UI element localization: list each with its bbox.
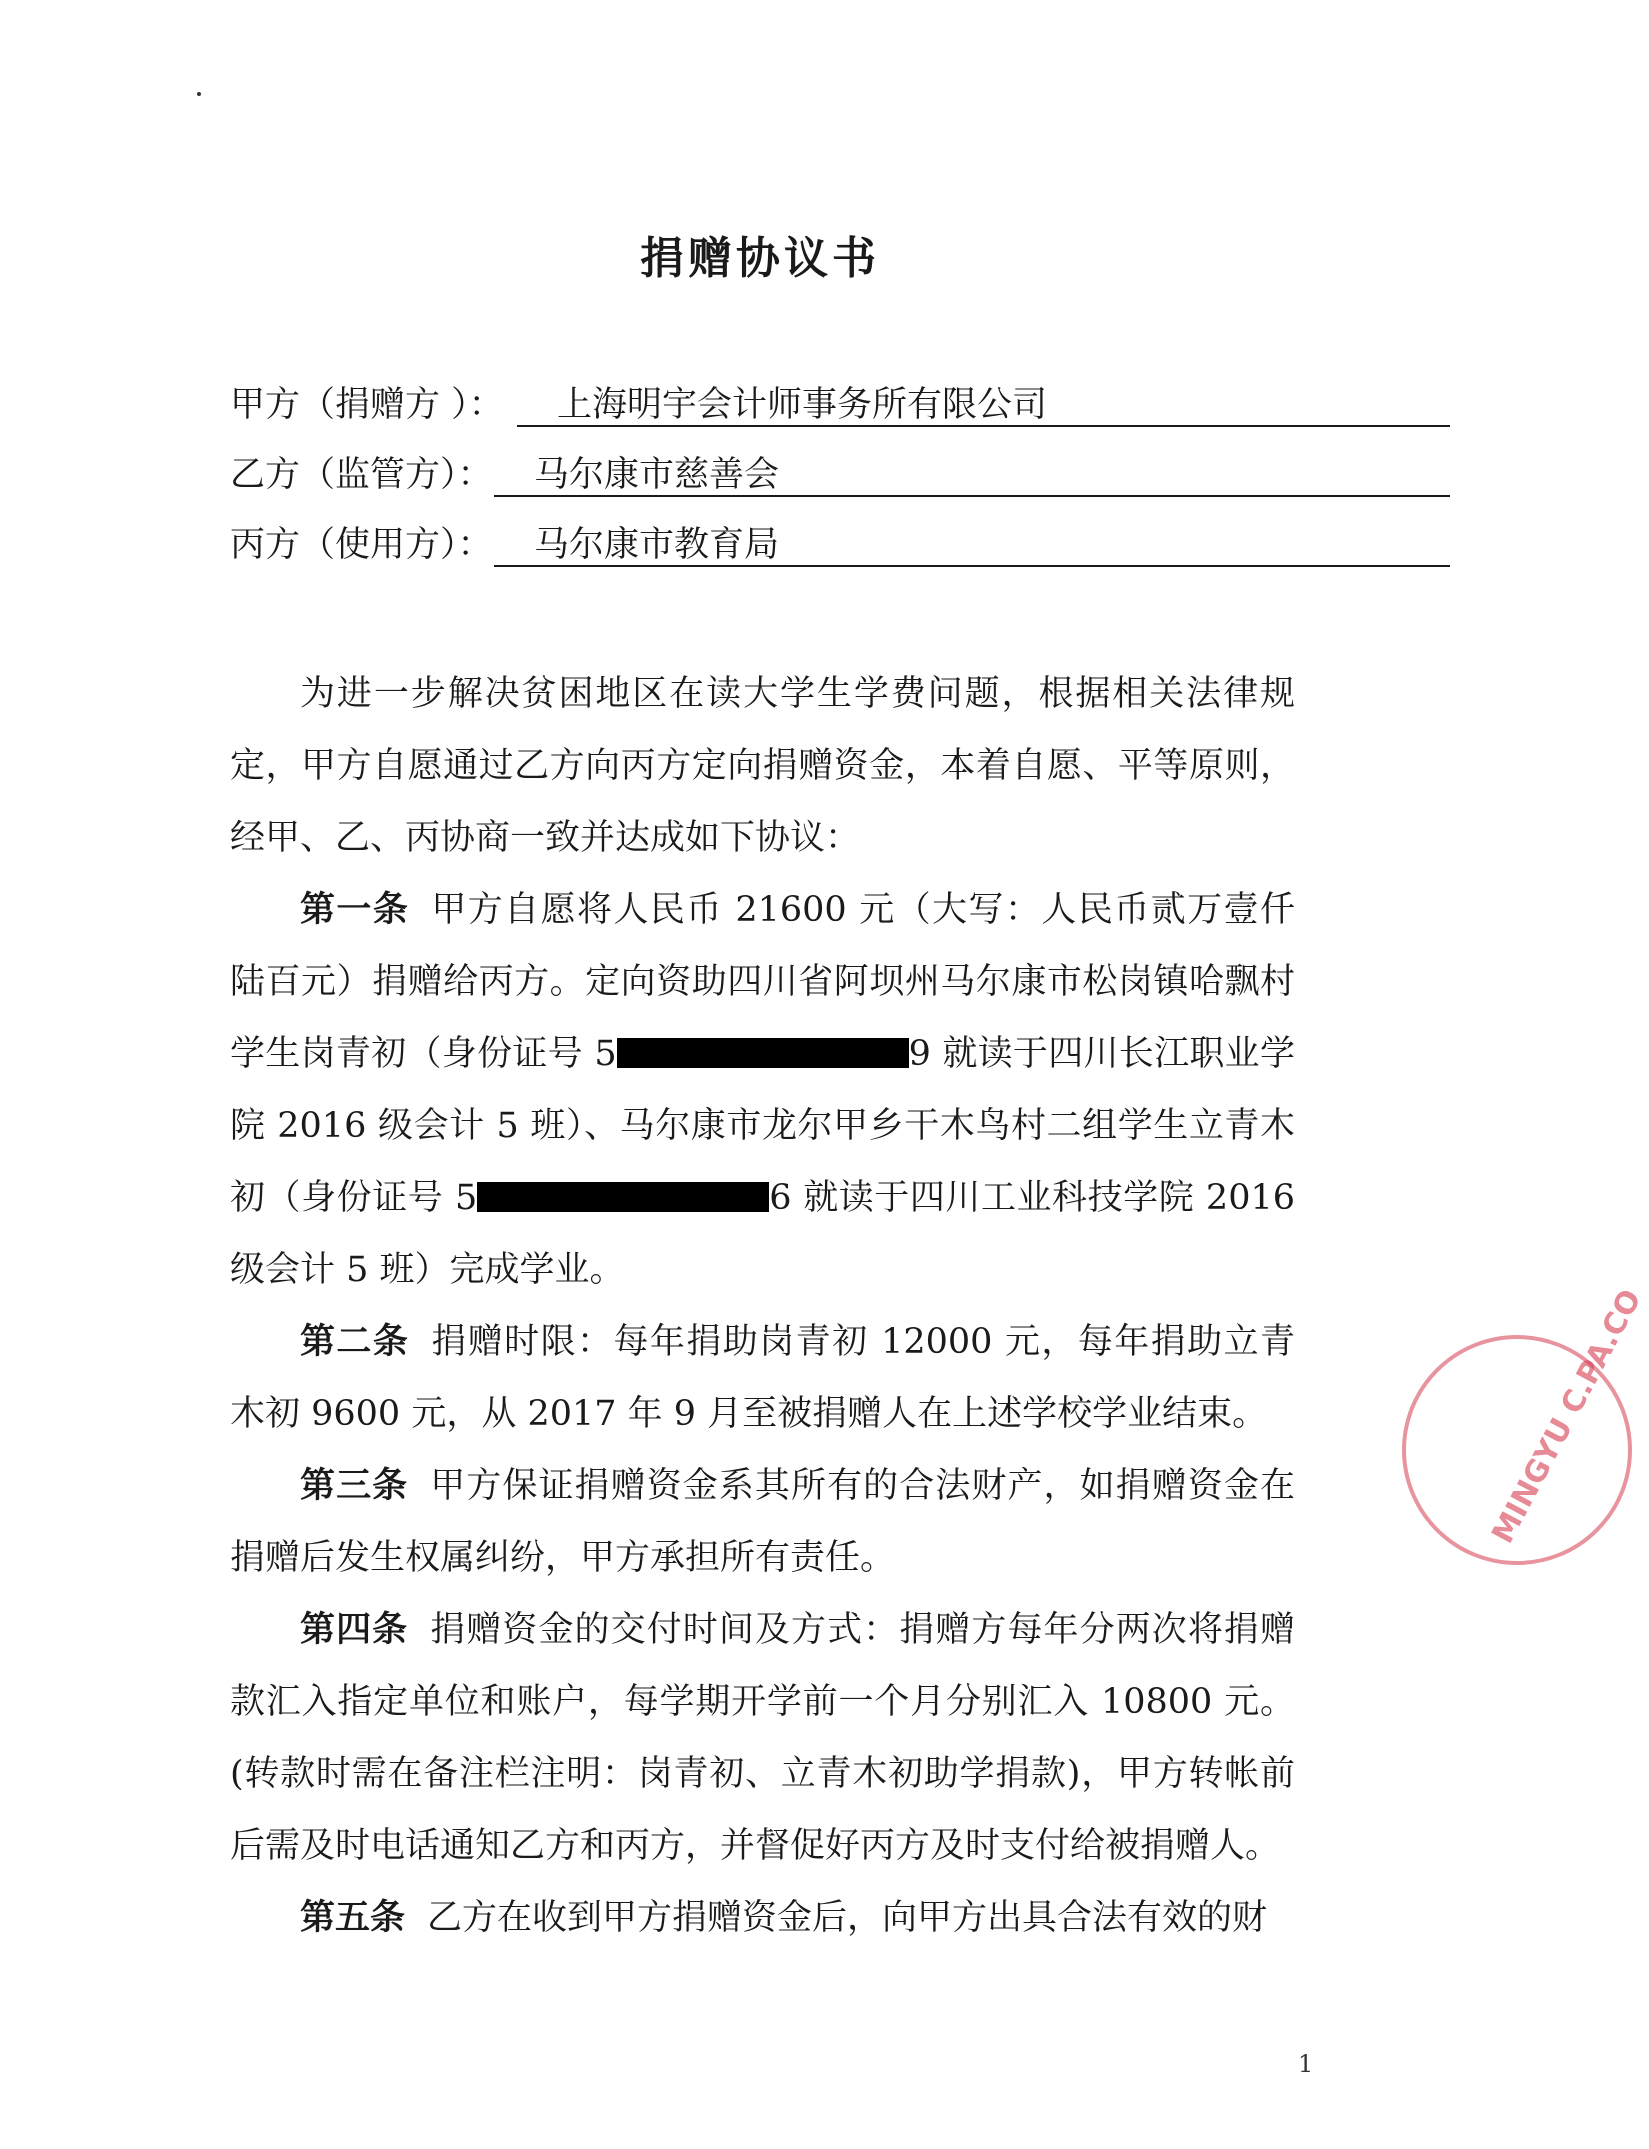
clause-3-label: 第三条 — [300, 1466, 409, 1506]
clause-1 — [230, 874, 1295, 1306]
party-row-supervisor — [230, 453, 780, 497]
clause-2 — [230, 1306, 1295, 1450]
redaction-bar-id2 — [477, 1182, 769, 1212]
party-row-user — [230, 523, 780, 567]
party-row-donor — [230, 383, 1048, 427]
clause-4-label: 第四条 — [300, 1610, 409, 1650]
party-label-supervisor: 乙方（监管方）： — [230, 455, 493, 495]
clause-5 — [230, 1882, 1295, 1954]
clause-1-text-part3: 6 就读于四川工业科技学院 2016 级会计 5 班）完成学业。 — [230, 1178, 1295, 1290]
party-value-donor: 上海明宇会计师事务所有限公司 — [517, 383, 1450, 427]
clause-4-text: 捐赠资金的交付时间及方式：捐赠方每年分两次将捐赠款汇入指定单位和账户，每学期开学前一个月分别汇入 10800 元。(转款时需在备注栏注明：岗青初、立青木初助学捐款)，甲方转帐前后需及时电话通知乙方和丙方，并督促好丙方及时支付给被捐赠人。 — [230, 1610, 1295, 1866]
company-seal — [1402, 1283, 1649, 1565]
clause-1-text-part1: 甲方自愿将人民币 21600 元（大写：人民币贰万壹仟陆百元）捐赠给丙方。定向资助四川省阿坝州马尔康市松岗镇哈飘村学生岗青初（身份证号 5 — [230, 890, 1295, 1074]
seal-text: MINGYU C.PA.CO — [1485, 1283, 1649, 1550]
clause-2-text: 捐赠时限：每年捐助岗青初 12000 元，每年捐助立青木初 9600 元，从 2017 年 9 月至被捐赠人在上述学校学业结束。 — [230, 1322, 1295, 1434]
page-number: 1 — [1298, 2050, 1314, 2078]
clause-5-label: 第五条 — [300, 1898, 406, 1938]
party-label-user: 丙方（使用方）： — [230, 525, 493, 565]
clause-2-label: 第二条 — [300, 1322, 410, 1362]
clause-5-text: 乙方在收到甲方捐赠资金后，向甲方出具合法有效的财 — [427, 1898, 1268, 1938]
clause-1-text-part2: 9 就读于四川长江职业学院 2016 级会计 5 班）、马尔康市龙尔甲乡干木鸟村二组学生立青木初（身份证号 5 — [230, 1034, 1295, 1218]
clause-3 — [230, 1450, 1295, 1594]
preamble-paragraph: 为进一步解决贫困地区在读大学生学费问题，根据相关法律规定，甲方自愿通过乙方向丙方定向捐赠资金，本着自愿、平等原则，经甲、乙、丙协商一致并达成如下协议： — [230, 674, 1295, 858]
clause-3-text: 甲方保证捐赠资金系其所有的合法财产，如捐赠资金在捐赠后发生权属纠纷，甲方承担所有责任。 — [230, 1466, 1295, 1578]
scan-speck — [197, 92, 201, 96]
redaction-bar-id1 — [617, 1038, 909, 1068]
party-label-donor: 甲方（捐赠方 ）： — [230, 385, 504, 425]
document-title: 捐赠协议书 — [640, 233, 880, 284]
party-value-supervisor: 马尔康市慈善会 — [494, 453, 1450, 497]
clause-4 — [230, 1594, 1295, 1882]
document-body — [230, 658, 1295, 1954]
party-value-user: 马尔康市教育局 — [494, 523, 1450, 567]
clause-1-label: 第一条 — [300, 890, 410, 930]
